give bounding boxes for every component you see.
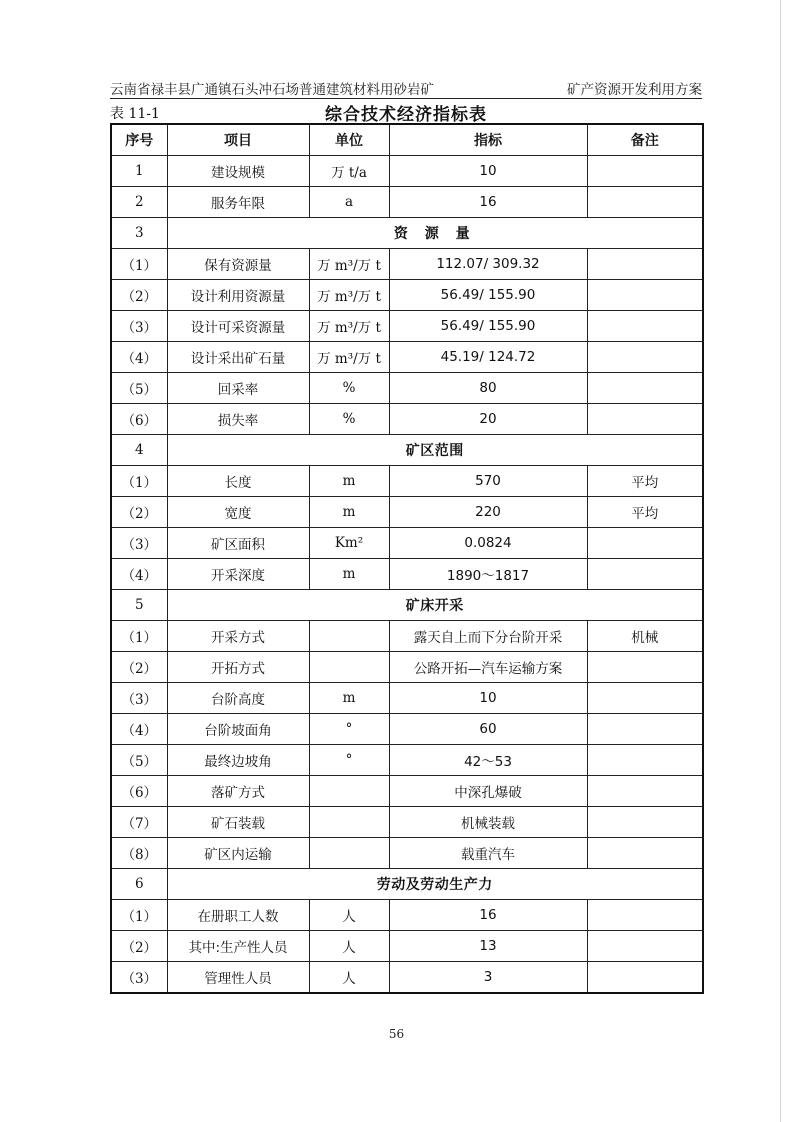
table-row [111,745,703,776]
indicator-cell: 42～53 [389,745,587,776]
seq-cell: （2） [111,497,167,528]
indicator-cell: 112.07/ 309.32 [389,249,587,280]
section-row [111,869,703,900]
section-row [111,435,703,466]
seq-cell: （1） [111,900,167,931]
seq-cell: （6） [111,776,167,807]
indicator-cell: 570 [389,466,587,497]
table-row [111,404,703,435]
table-header-row [111,124,703,156]
table-row [111,373,703,404]
column-header-seq: 序号 [111,124,167,156]
item-cell: 台阶坡面角 [167,714,309,745]
seq-cell: （4） [111,559,167,590]
unit-cell: 万 m³/万 t [309,249,389,280]
remark-cell [587,745,703,776]
indicator-cell: 45.19/ 124.72 [389,342,587,373]
table-row [111,838,703,869]
item-cell: 设计采出矿石量 [167,342,309,373]
table-row [111,466,703,497]
remark-cell [587,962,703,994]
indicator-cell: 1890～1817 [389,559,587,590]
section-title-cell: 劳动及劳动生产力 [167,869,703,900]
table-row [111,497,703,528]
seq-cell: （5） [111,373,167,404]
table-row [111,342,703,373]
item-cell: 设计可采资源量 [167,311,309,342]
table-row [111,249,703,280]
item-cell: 开拓方式 [167,652,309,683]
indicator-cell: 56.49/ 155.90 [389,280,587,311]
table-row [111,807,703,838]
indicator-cell: 10 [389,156,587,187]
indicator-cell: 60 [389,714,587,745]
table-row [111,931,703,962]
unit-cell: a [309,187,389,218]
indicator-cell: 220 [389,497,587,528]
item-cell: 开采深度 [167,559,309,590]
seq-cell: （8） [111,838,167,869]
unit-cell [309,652,389,683]
remark-cell [587,900,703,931]
unit-cell: % [309,404,389,435]
indicator-cell: 10 [389,683,587,714]
indicator-cell: 中深孔爆破 [389,776,587,807]
remark-cell [587,187,703,218]
seq-cell: （3） [111,528,167,559]
unit-cell: 人 [309,931,389,962]
table-row [111,683,703,714]
seq-cell: （1） [111,621,167,652]
unit-cell: 万 m³/万 t [309,311,389,342]
seq-cell: （3） [111,311,167,342]
seq-cell: （1） [111,466,167,497]
unit-cell: ° [309,745,389,776]
table-row [111,776,703,807]
remark-cell [587,807,703,838]
indicator-cell: 56.49/ 155.90 [389,311,587,342]
item-cell: 管理性人员 [167,962,309,994]
table-row [111,528,703,559]
table-row [111,714,703,745]
item-cell: 最终边坡角 [167,745,309,776]
unit-cell [309,621,389,652]
table-number: 表 11-1 [110,106,160,122]
unit-cell: 万 m³/万 t [309,342,389,373]
item-cell: 矿区内运输 [167,838,309,869]
column-header-remark: 备注 [587,124,703,156]
unit-cell: % [309,373,389,404]
remark-cell [587,156,703,187]
remark-cell [587,373,703,404]
remark-cell [587,528,703,559]
unit-cell: 人 [309,900,389,931]
seq-cell: （3） [111,683,167,714]
item-cell: 回采率 [167,373,309,404]
item-cell: 在册职工人数 [167,900,309,931]
item-cell: 保有资源量 [167,249,309,280]
remark-cell: 平均 [587,466,703,497]
table-row [111,962,703,994]
seq-cell: （1） [111,249,167,280]
table-row [111,559,703,590]
remark-cell [587,404,703,435]
indicator-cell: 公路开拓—汽车运输方案 [389,652,587,683]
unit-cell: m [309,559,389,590]
indicator-cell: 16 [389,187,587,218]
section-seq-cell: 3 [111,218,167,249]
indicator-cell: 13 [389,931,587,962]
item-cell: 矿区面积 [167,528,309,559]
item-cell: 其中:生产性人员 [167,931,309,962]
remark-cell [587,931,703,962]
remark-cell [587,776,703,807]
unit-cell: ° [309,714,389,745]
table-row [111,156,703,187]
header-project-name: 云南省禄丰县广通镇石头冲石场普通建筑材料用砂岩矿 [110,82,434,98]
table-body [111,156,703,994]
item-cell: 开采方式 [167,621,309,652]
item-cell: 长度 [167,466,309,497]
unit-cell: 万 m³/万 t [309,280,389,311]
remark-cell: 机械 [587,621,703,652]
seq-cell: （7） [111,807,167,838]
column-header-item: 项目 [167,124,309,156]
column-header-indicator: 指标 [389,124,587,156]
section-seq-cell: 6 [111,869,167,900]
seq-cell: 1 [111,156,167,187]
header-document-type: 矿产资源开发利用方案 [567,82,702,98]
seq-cell: （2） [111,280,167,311]
indicator-cell: 载重汽车 [389,838,587,869]
page-number: 56 [388,1027,405,1041]
seq-cell: （4） [111,714,167,745]
unit-cell: 人 [309,962,389,994]
section-seq-cell: 4 [111,435,167,466]
indicators-table [110,123,704,994]
item-cell: 宽度 [167,497,309,528]
remark-cell [587,652,703,683]
indicator-cell: 3 [389,962,587,994]
unit-cell: 万 t/a [309,156,389,187]
remark-cell [587,311,703,342]
table-title: 综合技术经济指标表 [325,105,487,125]
remark-cell [587,280,703,311]
seq-cell: （2） [111,652,167,683]
unit-cell: m [309,466,389,497]
item-cell: 损失率 [167,404,309,435]
seq-cell: （5） [111,745,167,776]
page-header [110,76,702,99]
item-cell: 台阶高度 [167,683,309,714]
seq-cell: （4） [111,342,167,373]
column-header-unit: 单位 [309,124,389,156]
seq-cell: 2 [111,187,167,218]
remark-cell [587,342,703,373]
unit-cell [309,776,389,807]
seq-cell: （2） [111,931,167,962]
indicator-cell: 16 [389,900,587,931]
unit-cell [309,807,389,838]
remark-cell [587,838,703,869]
section-title-cell: 资 源 量 [167,218,703,249]
table-row [111,652,703,683]
section-row [111,218,703,249]
indicator-cell: 20 [389,404,587,435]
table-caption [110,99,702,123]
indicator-cell: 80 [389,373,587,404]
unit-cell: m [309,497,389,528]
item-cell: 建设规模 [167,156,309,187]
remark-cell [587,683,703,714]
item-cell: 服务年限 [167,187,309,218]
seq-cell: （6） [111,404,167,435]
scan-edge-line [780,0,781,1122]
indicator-cell: 0.0824 [389,528,587,559]
table-row [111,187,703,218]
remark-cell [587,249,703,280]
item-cell: 矿石装载 [167,807,309,838]
seq-cell: （3） [111,962,167,994]
unit-cell: Km² [309,528,389,559]
section-seq-cell: 5 [111,590,167,621]
section-row [111,590,703,621]
item-cell: 落矿方式 [167,776,309,807]
indicator-cell: 露天自上而下分台阶开采 [389,621,587,652]
section-title-cell: 矿床开采 [167,590,703,621]
unit-cell [309,838,389,869]
section-title-cell: 矿区范围 [167,435,703,466]
remark-cell: 平均 [587,497,703,528]
indicator-cell: 机械装载 [389,807,587,838]
remark-cell [587,559,703,590]
table-row [111,621,703,652]
table-row [111,311,703,342]
table-row [111,280,703,311]
item-cell: 设计利用资源量 [167,280,309,311]
remark-cell [587,714,703,745]
table-row [111,900,703,931]
unit-cell: m [309,683,389,714]
